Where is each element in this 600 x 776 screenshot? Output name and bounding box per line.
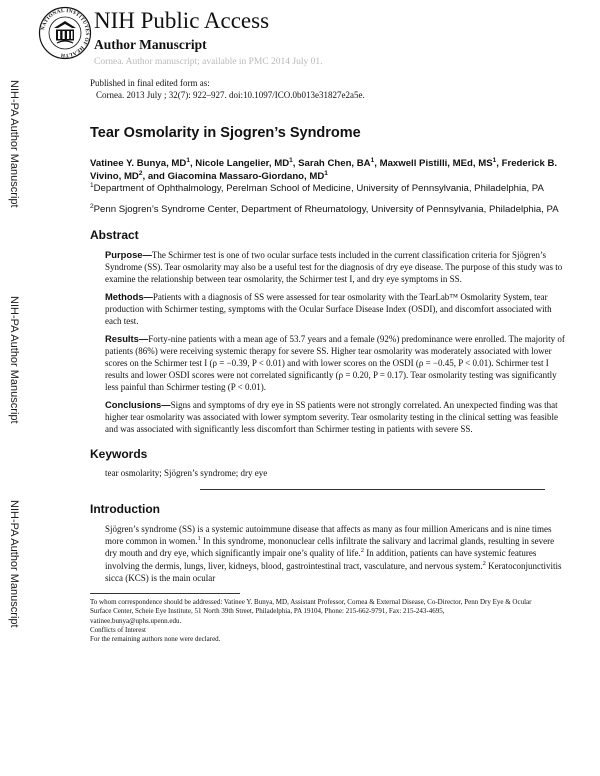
abstract-heading: Abstract bbox=[90, 228, 139, 242]
introduction-heading: Introduction bbox=[90, 502, 160, 516]
keywords-text: tear osmolarity; Sjögren’s syndrome; dry eye bbox=[105, 468, 268, 478]
introduction-paragraph: Sjögren’s syndrome (SS) is a systemic autoimmune disease that affects as many as four million Americans and is nine times more common in women.$^1$ In this syndrome, mononuclear cells infiltrate the salivary and lacrimal glands, resulting in severe dry mouth and dry eye, which significantly impair one’s quality of life.$^2$ In addition, patients can have systemic features involving the dermis, lungs, liver, kidneys, blood, gastrointestinal tract, vasculature, and nervous system.$^2$ Keratoconjunctivitis sicca (KCS) is the main ocular bbox=[105, 524, 562, 583]
conflicts-text: For the remaining authors none were declared. bbox=[90, 635, 221, 644]
author-manuscript-label: Author Manuscript bbox=[94, 37, 207, 52]
author-name: Vatinee Y. Bunya, MD bbox=[90, 158, 187, 169]
author-separator: , bbox=[496, 158, 502, 169]
published-label: Published in final edited form as: bbox=[90, 78, 210, 88]
affiliation-2: $^2$Penn Sjogren’s Syndrome Center, Department of Rheumatology, University of Pennsylvania, Philadelphia, PA bbox=[90, 202, 559, 215]
author-separator: , bbox=[189, 158, 196, 169]
sidebar-label-top: NIH-PA Author Manuscript bbox=[8, 80, 20, 208]
author-affiliation-marker: 1 bbox=[324, 169, 328, 177]
author-affiliation-marker: 1 bbox=[289, 156, 293, 164]
author-name: Giacomina Massaro-Giordano, MD bbox=[167, 170, 325, 182]
abstract-conclusions: Conclusions—Signs and symptoms of dry eye in SS patients were not strongly correlated. An unexpected finding was that higher tear osmolarity was associated with lower symptom severity. Tear osmolarity testing in the clinical setting was feasible and was associated with significantly less discomfort than Schirmer testing in patients with severe SS. bbox=[105, 399, 559, 434]
article-title: Tear Osmolarity in Sjogren’s Syndrome bbox=[90, 125, 361, 141]
author-affiliation-marker: 1 bbox=[370, 156, 375, 164]
author-separator: , and bbox=[142, 170, 168, 182]
author-affiliation-marker: 1 bbox=[186, 156, 190, 164]
author-name: Nicole Langelier, MD bbox=[195, 158, 290, 169]
abstract-methods: Methods—Patients with a diagnosis of SS were assessed for tear osmolarity with the TearLab™ Osmolarity System, tear production with Schirmer testing, symptoms with the Ocular Surface Disease Index (OSDI), and discomfort associated with each test. bbox=[105, 291, 552, 326]
nih-public-access-title: NIH Public Access bbox=[94, 8, 270, 33]
availability-caption: Cornea. Author manuscript; available in PMC 2014 July 01. bbox=[94, 57, 323, 67]
author-name: Frederick B. Vivino, MD bbox=[90, 158, 558, 182]
seal-text: NATIONAL INSTITUTES OF HEALTH bbox=[40, 7, 91, 59]
sidebar-label-middle: NIH-PA Author Manuscript bbox=[8, 296, 20, 424]
nih-seal-icon bbox=[38, 6, 92, 60]
citation: Cornea. 2013 July ; 32(7): 922–927. doi:10.1097/ICO.0b013e31827e2a5e. bbox=[96, 90, 365, 100]
author-separator: , bbox=[292, 158, 299, 169]
author-name: Sarah Chen, BA bbox=[298, 158, 371, 169]
conflicts-heading: Conflicts of Interest bbox=[90, 625, 146, 634]
author-name: Maxwell Pistilli, MEd, MS bbox=[379, 158, 493, 169]
author-affiliation-marker: 2 bbox=[138, 169, 143, 177]
section-divider bbox=[200, 489, 545, 490]
keywords-heading: Keywords bbox=[90, 447, 148, 461]
abstract-results: Results—Forty-nine patients with a mean age of 53.7 years and a female (92%) predominance were enrolled. The majority of patients (86%) were receiving systemic therapy for severe SS. Higher tear osmolarity was moderately associated with lower scores on the Schirmer test I (ρ = −0.39, P < 0.01) and with lower scores on the OSDI (ρ = −0.45, P < 0.01). Schirmer test I results and lower OSDI scores were not correlated significantly (ρ = 0.20, P = 0.17). Tear osmolarity testing was significantly less painful than Schirmer testing (P < 0.01). bbox=[105, 333, 565, 392]
footnote-divider bbox=[90, 593, 240, 594]
author-separator: , bbox=[374, 158, 380, 169]
author-list bbox=[90, 158, 565, 183]
sidebar-label-bottom: NIH-PA Author Manuscript bbox=[8, 500, 20, 628]
affiliation-1: $^1$Department of Ophthalmology, Perelman School of Medicine, University of Pennsylvania, Philadelphia, PA bbox=[90, 181, 544, 194]
correspondence-footnote: To whom correspondence should be addressed: Vatinee Y. Bunya, MD, Assistant Professor, Cornea & External Disease, Co-Director, Penn Dry Eye & Ocular Surface Center, Scheie Eye Institute, 51 North 39th Street, Philadelphia, PA 19104, Phone: 215-662-9791, Fax: 215-243-4695, vatinee.bunya@uphs.upenn.edu. bbox=[90, 598, 532, 625]
publication-info bbox=[90, 77, 570, 101]
article-body bbox=[90, 125, 565, 645]
nih-header bbox=[38, 6, 578, 74]
author-affiliation-marker: 1 bbox=[492, 156, 497, 164]
abstract-purpose: Purpose—The Schirmer test is one of two ocular surface tests included in the current classification criteria for Sjögren’s Syndrome (SS). Tear osmolarity may also be a useful test for the diagnosis of dry eye disease. The purpose of this study was to examine the relationship between tear osmolarity, the Schirmer test I, and dry eye symptoms in SS. bbox=[105, 249, 563, 284]
